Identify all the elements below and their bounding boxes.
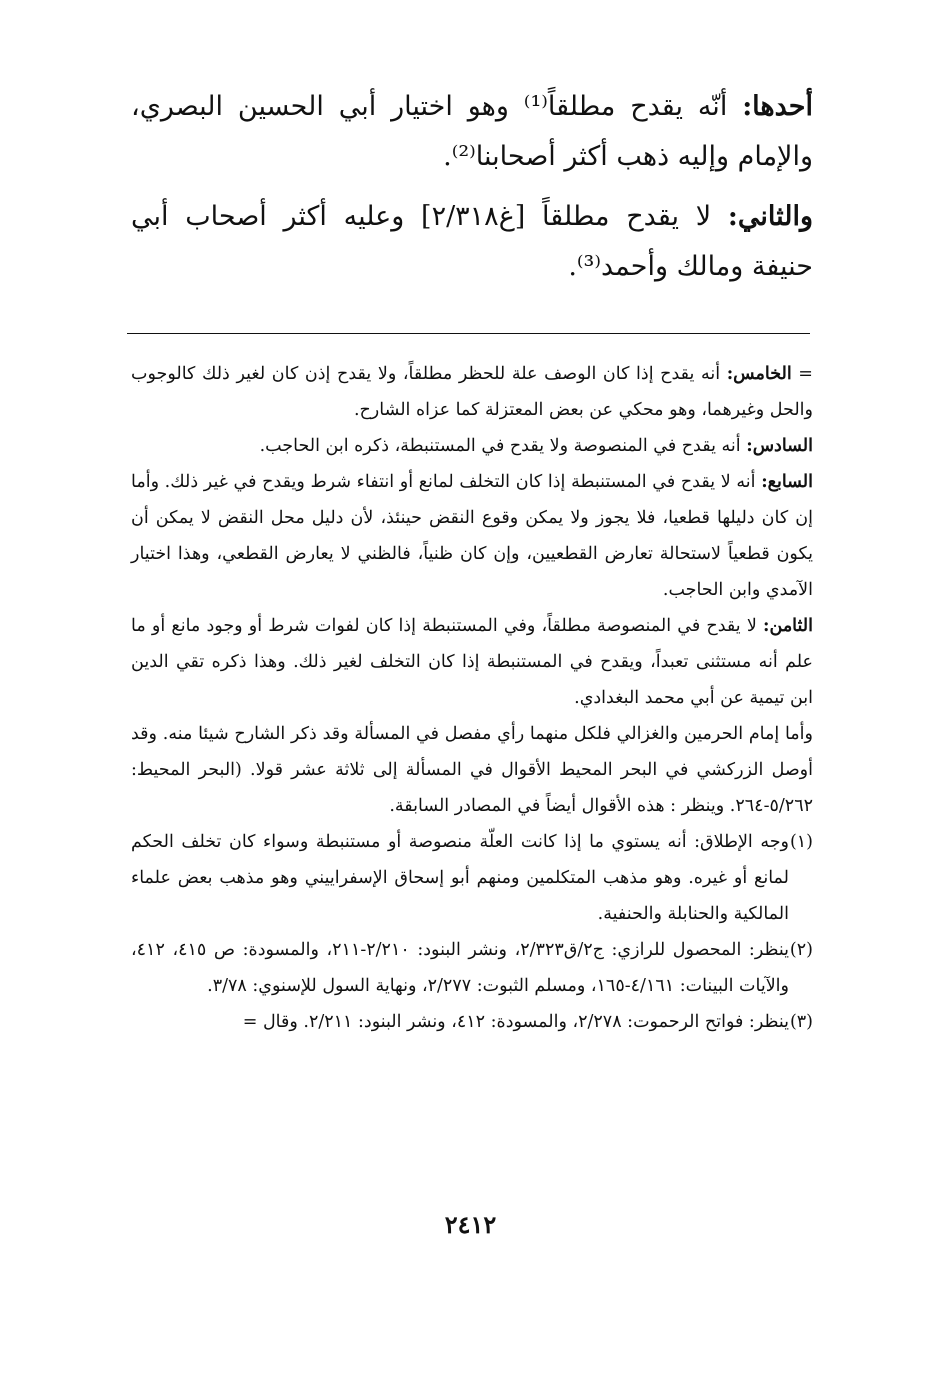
main-text <box>131 82 813 302</box>
paragraph-first-opinion <box>131 82 813 182</box>
note-eighth-heading: الثامن: <box>763 616 813 636</box>
second-opinion-text: لا يقدح مطلقاً [غ٢/٣١٨] وعليه أكثر أصحاب أبي حنيفة ومالك وأحمد⁽³⁾. <box>131 201 813 282</box>
first-opinion-text: أنّه يقدح مطلقاً⁽¹⁾ وهو اختيار أبي الحسين البصري، والإمام وإليه ذهب أكثر أصحابنا⁽²⁾. <box>131 91 813 172</box>
note-seventh-heading: السابع: <box>761 472 813 492</box>
paragraph-second-opinion <box>131 192 813 292</box>
note-seventh-text: أنه لا يقدح في المستنبطة إذا كان التخلف لمانع أو انتفاء شرط ويقدح في غير ذلك. وأما إن كان دليلها قطعيا، فلا يجوز ولا يمكن وقوع النقض حينئذ، لأن دليل محل النقض لا يمكن أن يكون قطعياً لاستحالة تعارض القطعيين، وإن كان ظنياً، فالظني لا يعارض القطعي، وهذا اختيار الآمدي وابن الحاجب. <box>131 472 813 600</box>
footnote-3-number: (٣) <box>789 1012 813 1032</box>
footnote-separator <box>127 333 810 334</box>
note-fifth-text: أنه يقدح إذا كان الوصف علة للحظر مطلقاً، ولا يقدح إذن كان لغير ذلك كالوجوب والحل وغيرهما، وهو محكي عن بعض المعتزلة كما عزاه الشارح. <box>131 364 813 420</box>
continuation-mark: = <box>798 364 813 384</box>
page-number: ٢٤١٢ <box>444 1210 497 1239</box>
footnote-2-text: ينظر: المحصول للرازي: ج٢/ق٢/٣٢٣، ونشر البنود: ٢/٢١٠-٢١١، والمسودة: ص ٤١٥، ٤١٢، والآيات البينات: ٤/١٦١-١٦٥، ومسلم الثبوت: ٢/٢٧٧، ونهاية السول للإسنوي: ٣/٧٨. <box>131 940 789 996</box>
note-eighth-opinion <box>131 608 813 716</box>
footnotes <box>131 356 813 1040</box>
note-imam-haramayn: وأما إمام الحرمين والغزالي فلكل منهما رأي مفصل في المسألة وقد ذكر الشارح شيئا منه. وقد أوصل الزركشي في البحر المحيط الأقوال في المسألة إلى ثلاثة عشر قولا. (البحر المحيط: ٥/٢٦٢-٢٦٤. وينظر : هذه الأقوال أيضاً في المصادر السابقة. <box>131 724 813 816</box>
footnote-1 <box>131 824 813 932</box>
footnote-3 <box>131 1004 813 1040</box>
note-sixth-heading: السادس: <box>746 436 813 456</box>
note-sixth-text: أنه يقدح في المنصوصة ولا يقدح في المستنبطة، ذكره ابن الحاجب. <box>259 436 741 456</box>
note-fifth-heading: الخامس: <box>726 364 792 384</box>
note-seventh-opinion <box>131 464 813 608</box>
footnote-3-text: ينظر: فواتح الرحموت: ٢/٢٧٨، والمسودة: ٤١٢، ونشر البنود: ٢/٢١١. وقال = <box>242 1012 789 1032</box>
note-sixth-opinion <box>131 428 813 464</box>
first-opinion-heading: أحدها: <box>742 91 813 122</box>
footnote-2 <box>131 932 813 1004</box>
note-eighth-text: لا يقدح في المنصوصة مطلقاً، وفي المستنبطة إذا كان لفوات شرط أو وجود مانع أو ما علم أنه مستثنى تعبداً، ويقدح في المستنبطة إذا كان التخلف لغير ذلك. وهذا ذكره تقي الدين ابن تيمية عن أبي محمد البغدادي. <box>131 616 813 708</box>
footnote-1-number: (١) <box>789 832 813 852</box>
footnote-2-number: (٢) <box>789 940 813 960</box>
footnote-1-text: وجه الإطلاق: أنه يستوي ما إذا كانت العلّة منصوصة أو مستنبطة وسواء كان تخلف الحكم لمانع أو غيره. وهو مذهب المتكلمين ومنهم أبو إسحاق الإسفراييني وهو مذهب بعض علماء المالكية والحنابلة والحنفية. <box>131 832 789 924</box>
note-fifth-opinion <box>131 356 813 428</box>
second-opinion-heading: والثاني: <box>727 201 813 232</box>
